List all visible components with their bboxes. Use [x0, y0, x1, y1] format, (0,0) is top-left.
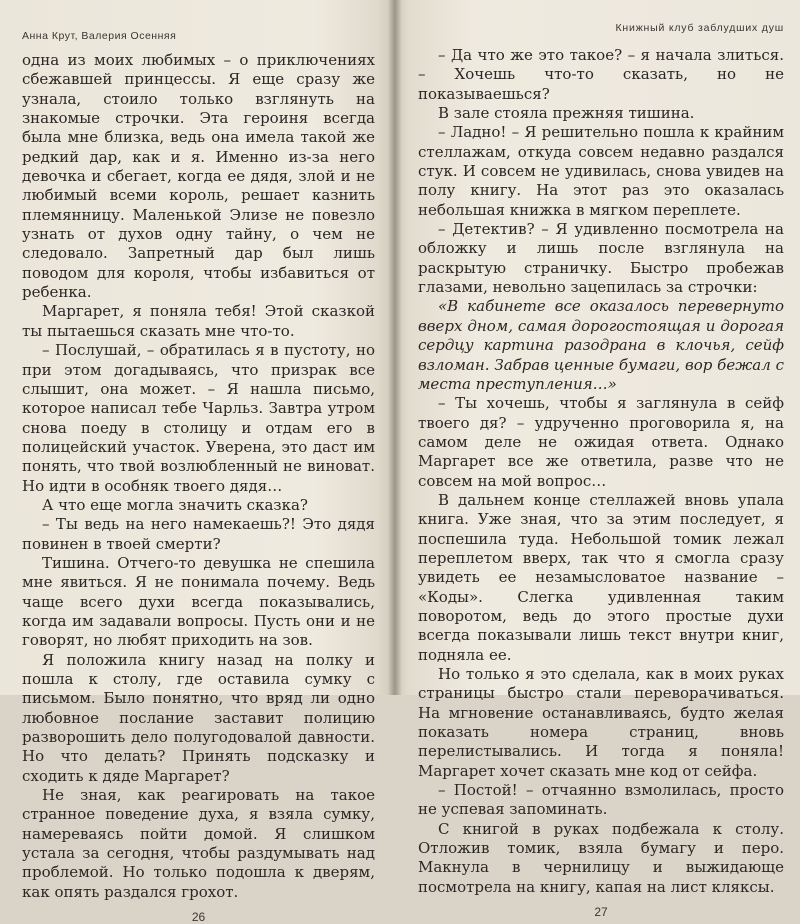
running-head-title: Книжный клуб заблудших душ	[615, 22, 784, 34]
left-page	[0, 0, 393, 924]
paragraph: В дальнем конце стеллажей вновь упала книга. Уже зная, что за этим последует, я поспешила туда. Небольшой томик лежал переплетом вверх, так что я смогла сразу увидеть ее незамысловатое название – «Коды». Слегка удивленная таким поворотом, ведь до этого простые духи всегда показывали лишь текст внутри книг, подняла ее.	[418, 490, 784, 664]
paragraph: – Постой! – отчаянно взмолилась, просто не успевая запоминать.	[418, 781, 784, 819]
paragraph: – Детектив? – Я удивленно посмотрела на обложку и лишь после взглянула на раскрытую страничку. Быстро пробежав глазами, невольно зацепилась за строчки:	[418, 220, 784, 297]
page-number-right: 27	[594, 905, 608, 920]
left-page-text	[22, 51, 375, 902]
paragraph: – Да что же это такое? – я начала злиться. – Хочешь что-то сказать, но не показываешься?	[418, 46, 784, 103]
paragraph: – Ладно! – Я решительно пошла к крайним стеллажам, откуда совсем недавно раздался стук. И совсем не удивилась, снова увидев на полу книгу. На этот раз это оказалась небольшая книжка в мягком переплете.	[418, 123, 784, 219]
running-head-authors: Анна Крут, Валерия Осенняя	[22, 30, 177, 42]
quoted-passage: «В кабинете все оказалось перевернуто вверх дном, самая дорогостоящая и дорогая сердцу картина разодрана в клочья, сейф взломан. Забрав ценные бумаги, вор бежал с места преступления…»	[418, 297, 784, 393]
paragraph: – Ты хочешь, чтобы я заглянула в сейф твоего дя? – удрученно проговорила я, на самом деле не ожидая ответа. Однако Маргарет все же ответила, разве что не совсем на мой вопрос…	[418, 394, 784, 490]
right-page	[393, 0, 800, 920]
paragraph: Я положила книгу назад на полку и пошла к столу, где оставила сумку с письмом. Было понятно, что вряд ли одно любовное послание заставит полицию разворошить дело полугодовалой давности. Но что делать? Принять подсказку и сходить к дяде Маргарет?	[22, 650, 375, 785]
paragraph: С книгой в руках подбежала к столу. Отложив томик, взяла бумагу и перо. Макнула в чернилицу и выжидающе посмотрела на книгу, капая на лист кляксы.	[418, 819, 784, 896]
paragraph: А что еще могла значить сказка?	[42, 495, 308, 514]
right-page-text	[418, 46, 784, 897]
paragraph: В зале стояла прежняя тишина.	[438, 104, 695, 123]
paragraph: Маргарет, я поняла тебя! Этой сказкой ты пытаешься сказать мне что-то.	[22, 302, 375, 340]
page-number-left: 26	[191, 910, 206, 924]
paragraph: – Послушай, – обратилась я в пустоту, но при этом догадываясь, что призрак все слышит, она может. – Я нашла письмо, которое написал тебе Чарльз. Завтра утром снова поеду в столицу и отдам его в полицейский участок. Уверена, это даст им понять, что твой возлюбленный не виноват. Но идти в особняк твоего дядя…	[22, 341, 375, 495]
paragraph: Но только я это сделала, как в моих руках страницы быстро стали переворачиваться. На мгновение останавливаясь, будто желая показать номера страниц, вновь перелистывались. И тогда я поняла! Маргарет хочет сказать мне код от сейфа.	[418, 665, 784, 780]
paragraph: Тишина. Отчего-то девушка не спешила мне явиться. Я не понимала почему. Ведь чаще всего духи всегда показывались, когда им задавали вопросы. Пусть они и не говорят, но любят приходить на зов.	[22, 553, 375, 650]
paragraph: – Ты ведь на него намекаешь?! Это дядя повинен в твоей смерти?	[22, 515, 375, 553]
paragraph: Не зная, как реагировать на такое странное поведение духа, я взяла сумку, намереваясь пойти домой. Я слишком устала за сегодня, чтобы раздумывать над проблемой. Но только подошла к дверям, как опять раздался грохот.	[22, 786, 375, 901]
paragraph: одна из моих любимых – о приключениях сбежавшей принцессы. Я еще сразу же узнала, стоило только взглянуть на знакомые строчки. Эта героиня всегда была мне близка, ведь она имела такой же редкий дар, как и я. Именно из-за него девочка и сбегает, когда ее дядя, злой и не любимый всеми король, решает казнить племянницу. Маленькой Элизе не повезло узнать от духов одну тайну, о чем не следовало. Запретный дар был лишь поводом для короля, чтобы избавиться от ребенка.	[22, 51, 375, 302]
